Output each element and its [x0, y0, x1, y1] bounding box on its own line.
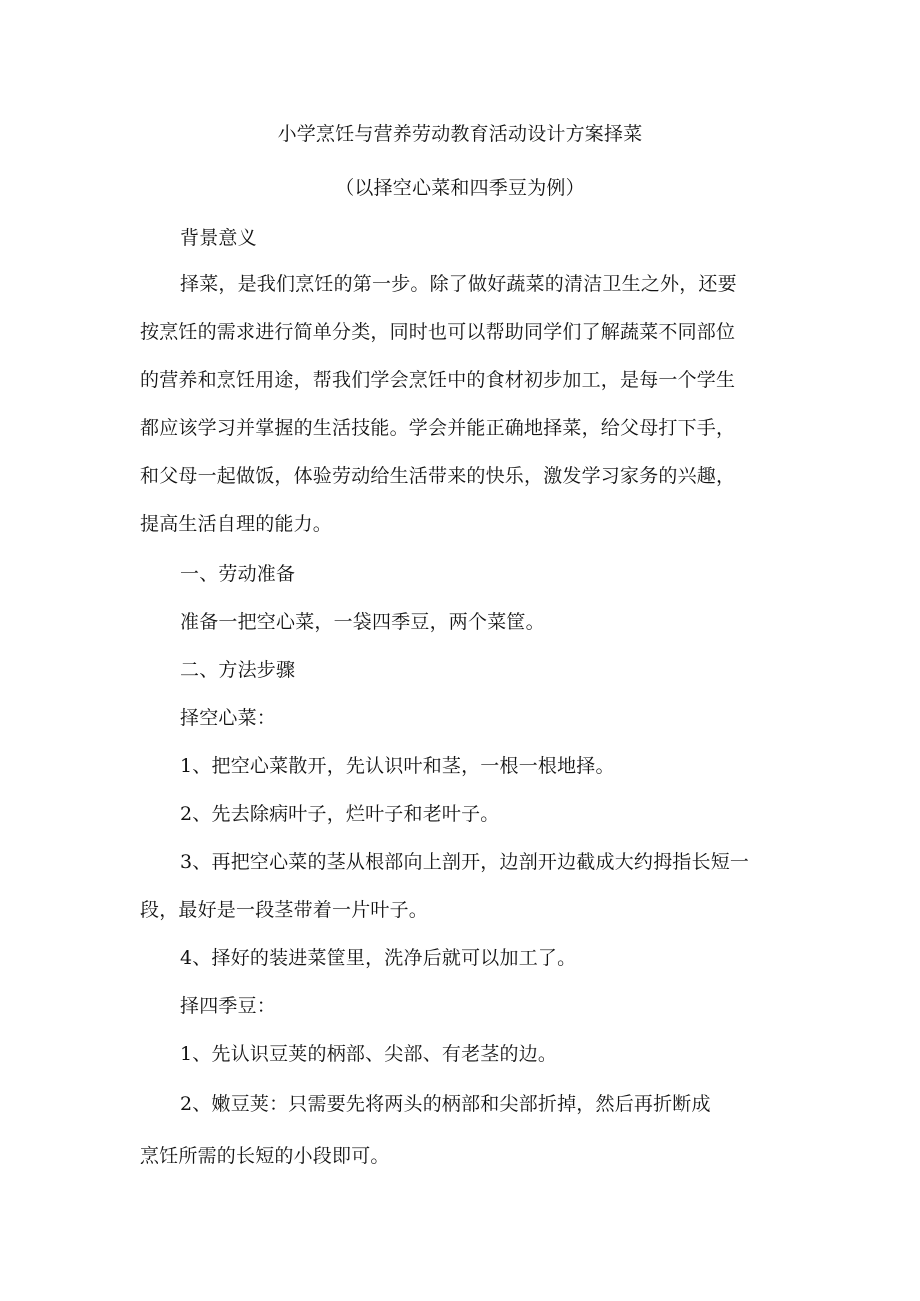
sijidou-heading: 择四季豆： [180, 995, 277, 1017]
background-heading: 背景意义 [180, 227, 257, 249]
kongxincai-step-4: 4、择好的装进菜筐里，洗净后就可以加工了。 [180, 947, 577, 969]
kongxincai-step-3-line-1: 3、再把空心菜的茎从根部向上剖开，边剖开边截成大约拇指长短一 [180, 851, 750, 873]
background-line-4: 都应该学习并掌握的生活技能。学会并能正确地择菜，给父母打下手， [140, 417, 736, 439]
kongxincai-heading: 择空心菜： [180, 707, 277, 729]
sijidou-step-2-line-1: 2、嫩豆荚：只需要先将两头的柄部和尖部折掉，然后再折断成 [180, 1093, 711, 1115]
kongxincai-step-1: 1、把空心菜散开，先认识叶和茎，一根一根地择。 [180, 755, 615, 777]
document-title: 小学烹饪与营养劳动教育活动设计方案择菜 [277, 123, 643, 145]
kongxincai-step-2: 2、先去除病叶子，烂叶子和老叶子。 [180, 803, 500, 825]
background-line-1: 择菜，是我们烹饪的第一步。除了做好蔬菜的清洁卫生之外，还要 [180, 273, 737, 295]
sijidou-step-1: 1、先认识豆荚的柄部、尖部、有老茎的边。 [180, 1043, 558, 1065]
prep-heading: 一、劳动准备 [180, 563, 296, 585]
method-heading: 二、方法步骤 [180, 659, 296, 681]
document-subtitle: （以择空心菜和四季豆为例） [335, 177, 585, 199]
background-line-3: 的营养和烹饪用途，帮我们学会烹饪中的食材初步加工，是每一个学生 [140, 369, 736, 391]
background-line-2: 按烹饪的需求进行简单分类，同时也可以帮助同学们了解蔬菜不同部位 [140, 321, 736, 343]
kongxincai-step-3-line-2: 段，最好是一段茎带着一片叶子。 [140, 899, 429, 921]
sijidou-step-2-line-2: 烹饪所需的长短的小段即可。 [140, 1145, 390, 1167]
background-line-6: 提高生活自理的能力。 [140, 513, 333, 535]
prep-text: 准备一把空心菜，一袋四季豆，两个菜筐。 [180, 611, 545, 633]
background-line-5: 和父母一起做饭，体验劳动给生活带来的快乐，激发学习家务的兴趣， [140, 465, 736, 487]
